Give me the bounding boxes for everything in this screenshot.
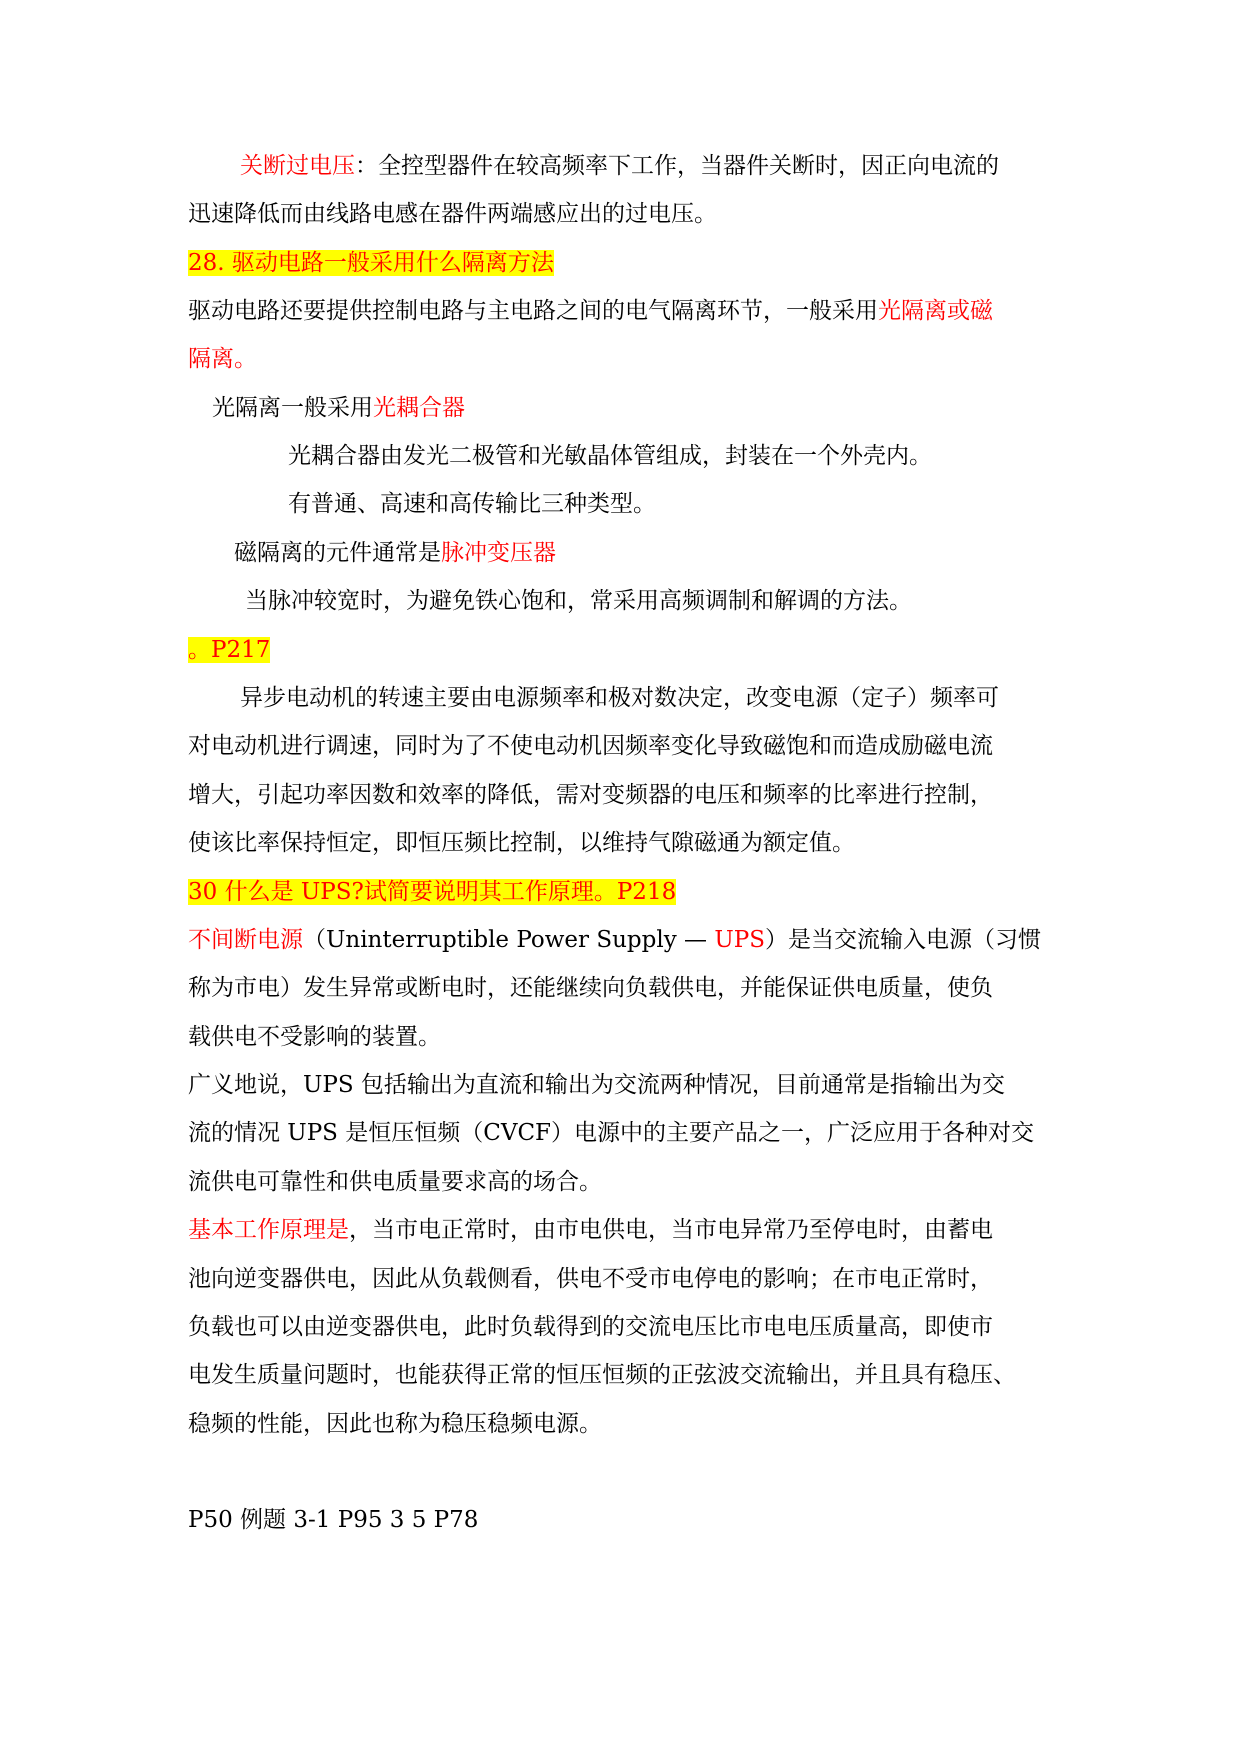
section-heading bbox=[188, 630, 270, 670]
body-text: 稳频的性能，因此也称为稳压稳频电源。 bbox=[188, 1411, 602, 1437]
text-line bbox=[234, 533, 556, 573]
text-line bbox=[188, 823, 855, 863]
body-text: 驱动电路还要提供控制电路与主电路之间的电气隔离环节，一般采用 bbox=[188, 298, 878, 324]
body-text: 电发生质量问题时，也能获得正常的恒压恒频的正弦波交流输出，并且具有稳压、 bbox=[188, 1362, 1016, 1388]
text-line bbox=[188, 1355, 1016, 1395]
text-line bbox=[188, 1113, 1034, 1153]
highlighted-text: 脉冲变压器 bbox=[441, 540, 556, 566]
text-line bbox=[188, 291, 993, 331]
page-references bbox=[188, 1500, 478, 1540]
text-line bbox=[188, 194, 717, 234]
body-text: 磁隔离的元件通常是 bbox=[234, 540, 441, 566]
highlighted-text: 光隔离或磁 bbox=[878, 298, 993, 324]
highlighted-text: 。P217 bbox=[188, 637, 271, 663]
text-line bbox=[240, 678, 999, 718]
text-line bbox=[188, 920, 1041, 960]
body-text: 增大，引起功率因数和效率的降低，需对变频器的电压和频率的比率进行控制， bbox=[188, 782, 993, 808]
body-text: 异步电动机的转速主要由电源频率和极对数决定，改变电源（定子）频率可 bbox=[240, 685, 999, 711]
text-line bbox=[188, 1017, 441, 1057]
body-text: ）是当交流输入电源（习惯 bbox=[764, 927, 1041, 953]
text-line bbox=[240, 146, 999, 186]
body-text: 光耦合器由发光二极管和光敏晶体管组成，封装在一个外壳内。 bbox=[288, 443, 932, 469]
text-line bbox=[188, 1162, 602, 1202]
body-text: （Uninterruptible Power Supply — bbox=[303, 927, 715, 953]
highlighted-text: 隔离。 bbox=[188, 346, 257, 372]
text-line bbox=[188, 1307, 993, 1347]
body-text: 对电动机进行调速，同时为了不使电动机因频率变化导致磁饱和而造成励磁电流 bbox=[188, 733, 993, 759]
body-text: P50 例题 3-1 P95 3 5 P78 bbox=[188, 1507, 479, 1533]
highlighted-text: 关断过电压 bbox=[240, 153, 355, 179]
body-text: 负载也可以由逆变器供电，此时负载得到的交流电压比市电电压质量高，即使市 bbox=[188, 1314, 993, 1340]
text-line bbox=[188, 775, 993, 815]
text-line bbox=[188, 1065, 1005, 1105]
body-text: 载供电不受影响的装置。 bbox=[188, 1024, 441, 1050]
highlighted-text: UPS bbox=[714, 927, 765, 953]
highlighted-text: 基本工作原理是 bbox=[188, 1217, 349, 1243]
body-text: ，当市电正常时，由市电供电，当市电异常乃至停电时，由蓄电 bbox=[349, 1217, 993, 1243]
text-line bbox=[245, 581, 912, 621]
text-line bbox=[188, 339, 257, 379]
body-text: 光隔离一般采用 bbox=[212, 395, 373, 421]
text-line bbox=[188, 726, 993, 766]
highlighted-text: 光耦合器 bbox=[373, 395, 465, 421]
body-text: 池向逆变器供电，因此从负载侧看，供电不受市电停电的影响；在市电正常时， bbox=[188, 1266, 993, 1292]
section-heading bbox=[188, 243, 554, 283]
text-line bbox=[188, 968, 993, 1008]
body-text: 迅速降低而由线路电感在器件两端感应出的过电压。 bbox=[188, 201, 717, 227]
text-line bbox=[188, 1259, 993, 1299]
highlighted-text: 30 什么是 UPS?试简要说明其工作原理。P218 bbox=[188, 879, 677, 905]
body-text: 当脉冲较宽时，为避免铁心饱和，常采用高频调制和解调的方法。 bbox=[245, 588, 912, 614]
body-text: ：全控型器件在较高频率下工作，当器件关断时，因正向电流的 bbox=[355, 153, 999, 179]
text-line bbox=[188, 1404, 602, 1444]
body-text: 广义地说，UPS 包括输出为直流和输出为交流两种情况，目前通常是指输出为交 bbox=[188, 1072, 1005, 1098]
text-line bbox=[188, 1210, 993, 1250]
body-text: 流的情况 UPS 是恒压恒频（CVCF）电源中的主要产品之一，广泛应用于各种对交 bbox=[188, 1120, 1035, 1146]
section-heading bbox=[188, 872, 676, 912]
text-line bbox=[288, 436, 932, 476]
body-text: 有普通、高速和高传输比三种类型。 bbox=[288, 491, 656, 517]
text-line bbox=[212, 388, 465, 428]
body-text: 使该比率保持恒定，即恒压频比控制，以维持气隙磁通为额定值。 bbox=[188, 830, 855, 856]
body-text: 称为市电）发生异常或断电时，还能继续向负载供电，并能保证供电质量，使负 bbox=[188, 975, 993, 1001]
text-line bbox=[288, 484, 656, 524]
highlighted-text: 不间断电源 bbox=[188, 927, 303, 953]
highlighted-text: 28. 驱动电路一般采用什么隔离方法 bbox=[188, 250, 554, 276]
body-text: 流供电可靠性和供电质量要求高的场合。 bbox=[188, 1169, 602, 1195]
